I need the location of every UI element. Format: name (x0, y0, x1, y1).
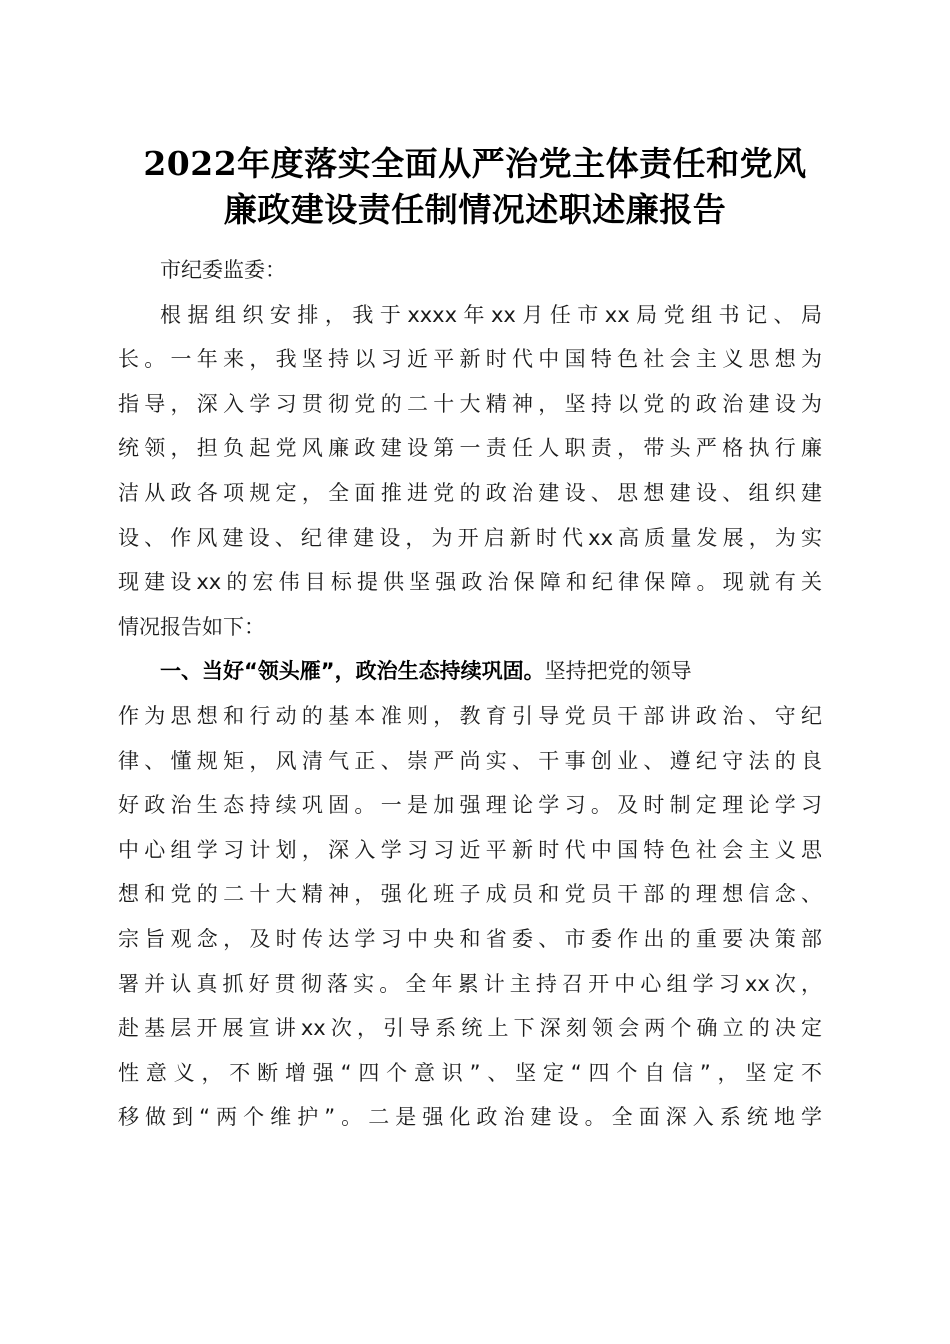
paragraph-line: 设、作风建设、纪律建设，为开启新时代xx高质量发展，为实 (118, 525, 822, 550)
document-body (118, 248, 822, 1140)
section-heading-rest: 坚持把党的领导 (544, 659, 692, 684)
paragraph-line: 根据组织安排，我于xxxx年xx月任市xx局党组书记、局 (160, 302, 822, 327)
paragraph-line: 赴基层开展宣讲xx次，引导系统上下深刻领会两个确立的决定 (118, 1016, 822, 1041)
paragraph-line: 中心组学习计划，深入学习习近平新时代中国特色社会主义思 (118, 837, 822, 862)
paragraph-line: 移做到“两个维护”。二是强化政治建设。全面深入系统地学 (118, 1105, 822, 1130)
paragraph-line: 作为思想和行动的基本准则，教育引导党员干部讲政治、守纪 (118, 703, 822, 728)
salutation: 市纪委监委： (160, 258, 286, 282)
paragraph-line: 想和党的二十大精神，强化班子成员和党员干部的理想信念、 (118, 882, 822, 907)
paragraph-line: 性意义，不断增强“四个意识”、坚定“四个自信”，坚定不 (118, 1060, 822, 1085)
paragraph-line: 情况报告如下： (118, 614, 265, 639)
paragraph-line: 洁从政各项规定，全面推进党的政治建设、思想建设、组织建 (118, 480, 822, 505)
paragraph-line: 统领，担负起党风廉政建设第一责任人职责，带头严格执行廉 (118, 436, 822, 461)
paragraph-line: 指导，深入学习贯彻党的二十大精神，坚持以党的政治建设为 (118, 391, 822, 416)
title-line: 2022年度落实全面从严治党主体责任和党风 (143, 144, 807, 183)
title-line: 廉政建设责任制情况述职述廉报告 (223, 190, 727, 229)
section-heading-line (118, 649, 822, 694)
paragraph-line: 署并认真抓好贯彻落实。全年累计主持召开中心组学习xx次， (118, 971, 822, 996)
paragraph-line: 现建设xx的宏伟目标提供坚强政治保障和纪律保障。现就有关 (118, 570, 822, 595)
paragraph-line: 律、懂规矩，风清气正、崇严尚实、干事创业、遵纪守法的良 (118, 748, 822, 773)
document-title (100, 141, 850, 233)
paragraph-line: 宗旨观念，及时传达学习中央和省委、市委作出的重要决策部 (118, 926, 822, 951)
section-heading: 一、当好“领头雁”，政治生态持续巩固。 (160, 659, 545, 684)
paragraph-line: 好政治生态持续巩固。一是加强理论学习。及时制定理论学习 (118, 793, 822, 818)
paragraph-line: 长。一年来，我坚持以习近平新时代中国特色社会主义思想为 (118, 347, 822, 372)
